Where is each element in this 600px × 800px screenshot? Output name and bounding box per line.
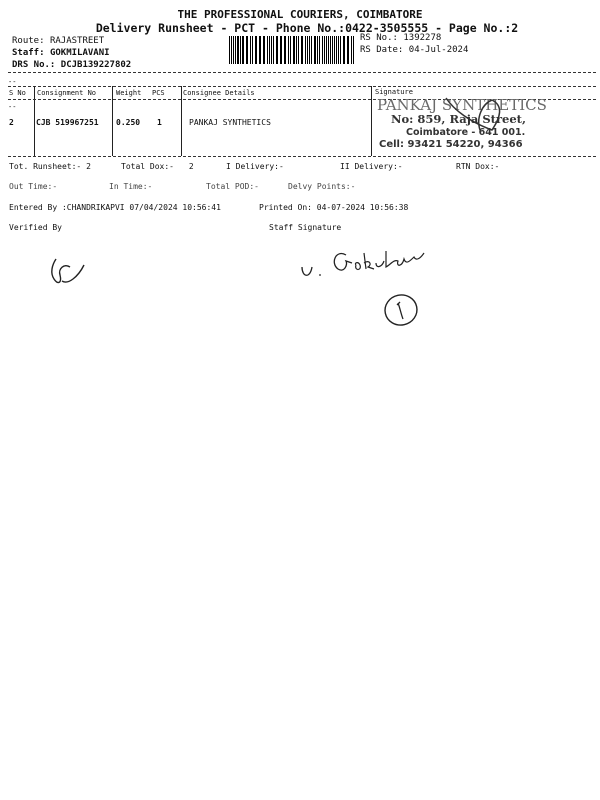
divider [8, 72, 596, 73]
barcode-bar [305, 36, 306, 64]
total-dox-value: 2 [188, 162, 194, 171]
barcode-bar [235, 36, 236, 64]
row-pcs: 1 [157, 118, 162, 127]
barcode-bar [246, 36, 247, 64]
barcode-bar [319, 36, 320, 64]
column-divider [371, 86, 372, 156]
barcode-bar [259, 36, 260, 64]
route-line [12, 36, 104, 46]
delvy-points: Delvy Points:- [288, 182, 356, 191]
rs-date-label: RS Date: [360, 45, 404, 55]
divider [8, 156, 596, 157]
row-sno: 2 [9, 118, 14, 127]
barcode-bar [348, 36, 349, 64]
barcode-bar [330, 36, 331, 64]
runsheet-subtitle: Delivery Runsheet - PCT - Phone No.:0422-3505555 - Page No.:2 [95, 21, 519, 35]
stamp-line1: PANKAJ SYNTHETICS [377, 96, 547, 114]
barcode-bar [290, 36, 291, 64]
dash-mark: -- [8, 78, 17, 86]
divider [8, 86, 596, 87]
verified-by: Verified By [9, 223, 62, 232]
barcode-bar [252, 36, 253, 64]
rs-date-line [360, 45, 468, 55]
column-divider [112, 86, 113, 156]
rs-no-label: RS No.: [360, 33, 398, 43]
barcode [229, 36, 355, 64]
total-dox-label: Total Dox:- [121, 162, 174, 171]
barcode-bar [296, 36, 297, 64]
barcode-bar [247, 36, 248, 64]
verifier-signature [44, 255, 90, 289]
rs-date-value: 04-Jul-2024 [408, 45, 469, 55]
tot-runsheet: Tot. Runsheet:- 2 [9, 162, 91, 171]
drs-line [12, 60, 131, 70]
header-pcs: PCS [152, 89, 165, 97]
route-label: Route: [12, 36, 45, 46]
printed-on: Printed On: 04-07-2024 10:56:38 [259, 203, 409, 212]
barcode-bar [338, 36, 339, 64]
barcode-bar [281, 36, 282, 64]
header-sno: S No [9, 89, 26, 97]
staff-line [12, 48, 110, 58]
rs-no-value: 1392278 [403, 33, 442, 43]
column-divider [181, 86, 182, 156]
barcode-bar [229, 36, 230, 64]
header-signature: Signature [375, 88, 413, 96]
staff-signature-label: Staff Signature [269, 223, 342, 232]
column-divider [34, 86, 35, 156]
staff-handwritten-signature [298, 245, 430, 285]
ii-delivery: II Delivery:- [340, 162, 403, 171]
in-time: In Time:- [109, 182, 153, 191]
circled-count-mark [382, 292, 420, 328]
total-dox-line [121, 162, 194, 171]
company-title: THE PROFESSIONAL COURIERS, COIMBATORE [177, 8, 423, 21]
header-weight: Weight [116, 89, 142, 97]
row-weight: 0.250 [116, 118, 141, 127]
barcode-bar [277, 36, 278, 64]
barcode-bar [264, 36, 265, 64]
stamp-line3: Coimbatore - 641 001. [406, 127, 526, 138]
barcode-bar [237, 36, 238, 64]
row-consignee: PANKAJ SYNTHETICS [189, 118, 271, 127]
total-pod: Total POD:- [206, 182, 259, 191]
rs-no-line [360, 33, 441, 43]
stamp-line2: No: 859, Raja Street, [391, 112, 526, 126]
barcode-bar [288, 36, 289, 64]
staff-value: GOKMILAVANI [49, 48, 110, 58]
header-consignee: Consignee Details [183, 89, 255, 97]
barcode-bar [271, 36, 272, 64]
entered-by: Entered By :CHANDRIKAPVI 07/04/2024 10:56:41 [9, 203, 221, 212]
barcode-bar [302, 36, 303, 64]
i-delivery: I Delivery:- [226, 162, 284, 171]
barcode-bar [351, 36, 352, 64]
barcode-bar [317, 36, 318, 64]
drs-label: DRS No.: [12, 60, 56, 70]
stamp-line4: Cell: 93421 54220, 94366 [379, 139, 523, 150]
header-consignment: Consignment No [37, 89, 97, 97]
row-consignment: CJB 519967251 [36, 118, 99, 127]
company-stamp [374, 96, 556, 152]
barcode-bar [326, 36, 327, 64]
barcode-bar [267, 36, 268, 64]
drs-value: DCJB139227802 [60, 60, 132, 70]
staff-label: Staff: [12, 48, 45, 58]
barcode-bar [343, 36, 344, 64]
dash-mark: -- [8, 103, 17, 111]
route-value: RAJASTREET [49, 36, 105, 46]
out-time: Out Time:- [9, 182, 58, 191]
barcode-bar [311, 36, 312, 64]
rtn-dox: RTN Dox:- [456, 162, 500, 171]
